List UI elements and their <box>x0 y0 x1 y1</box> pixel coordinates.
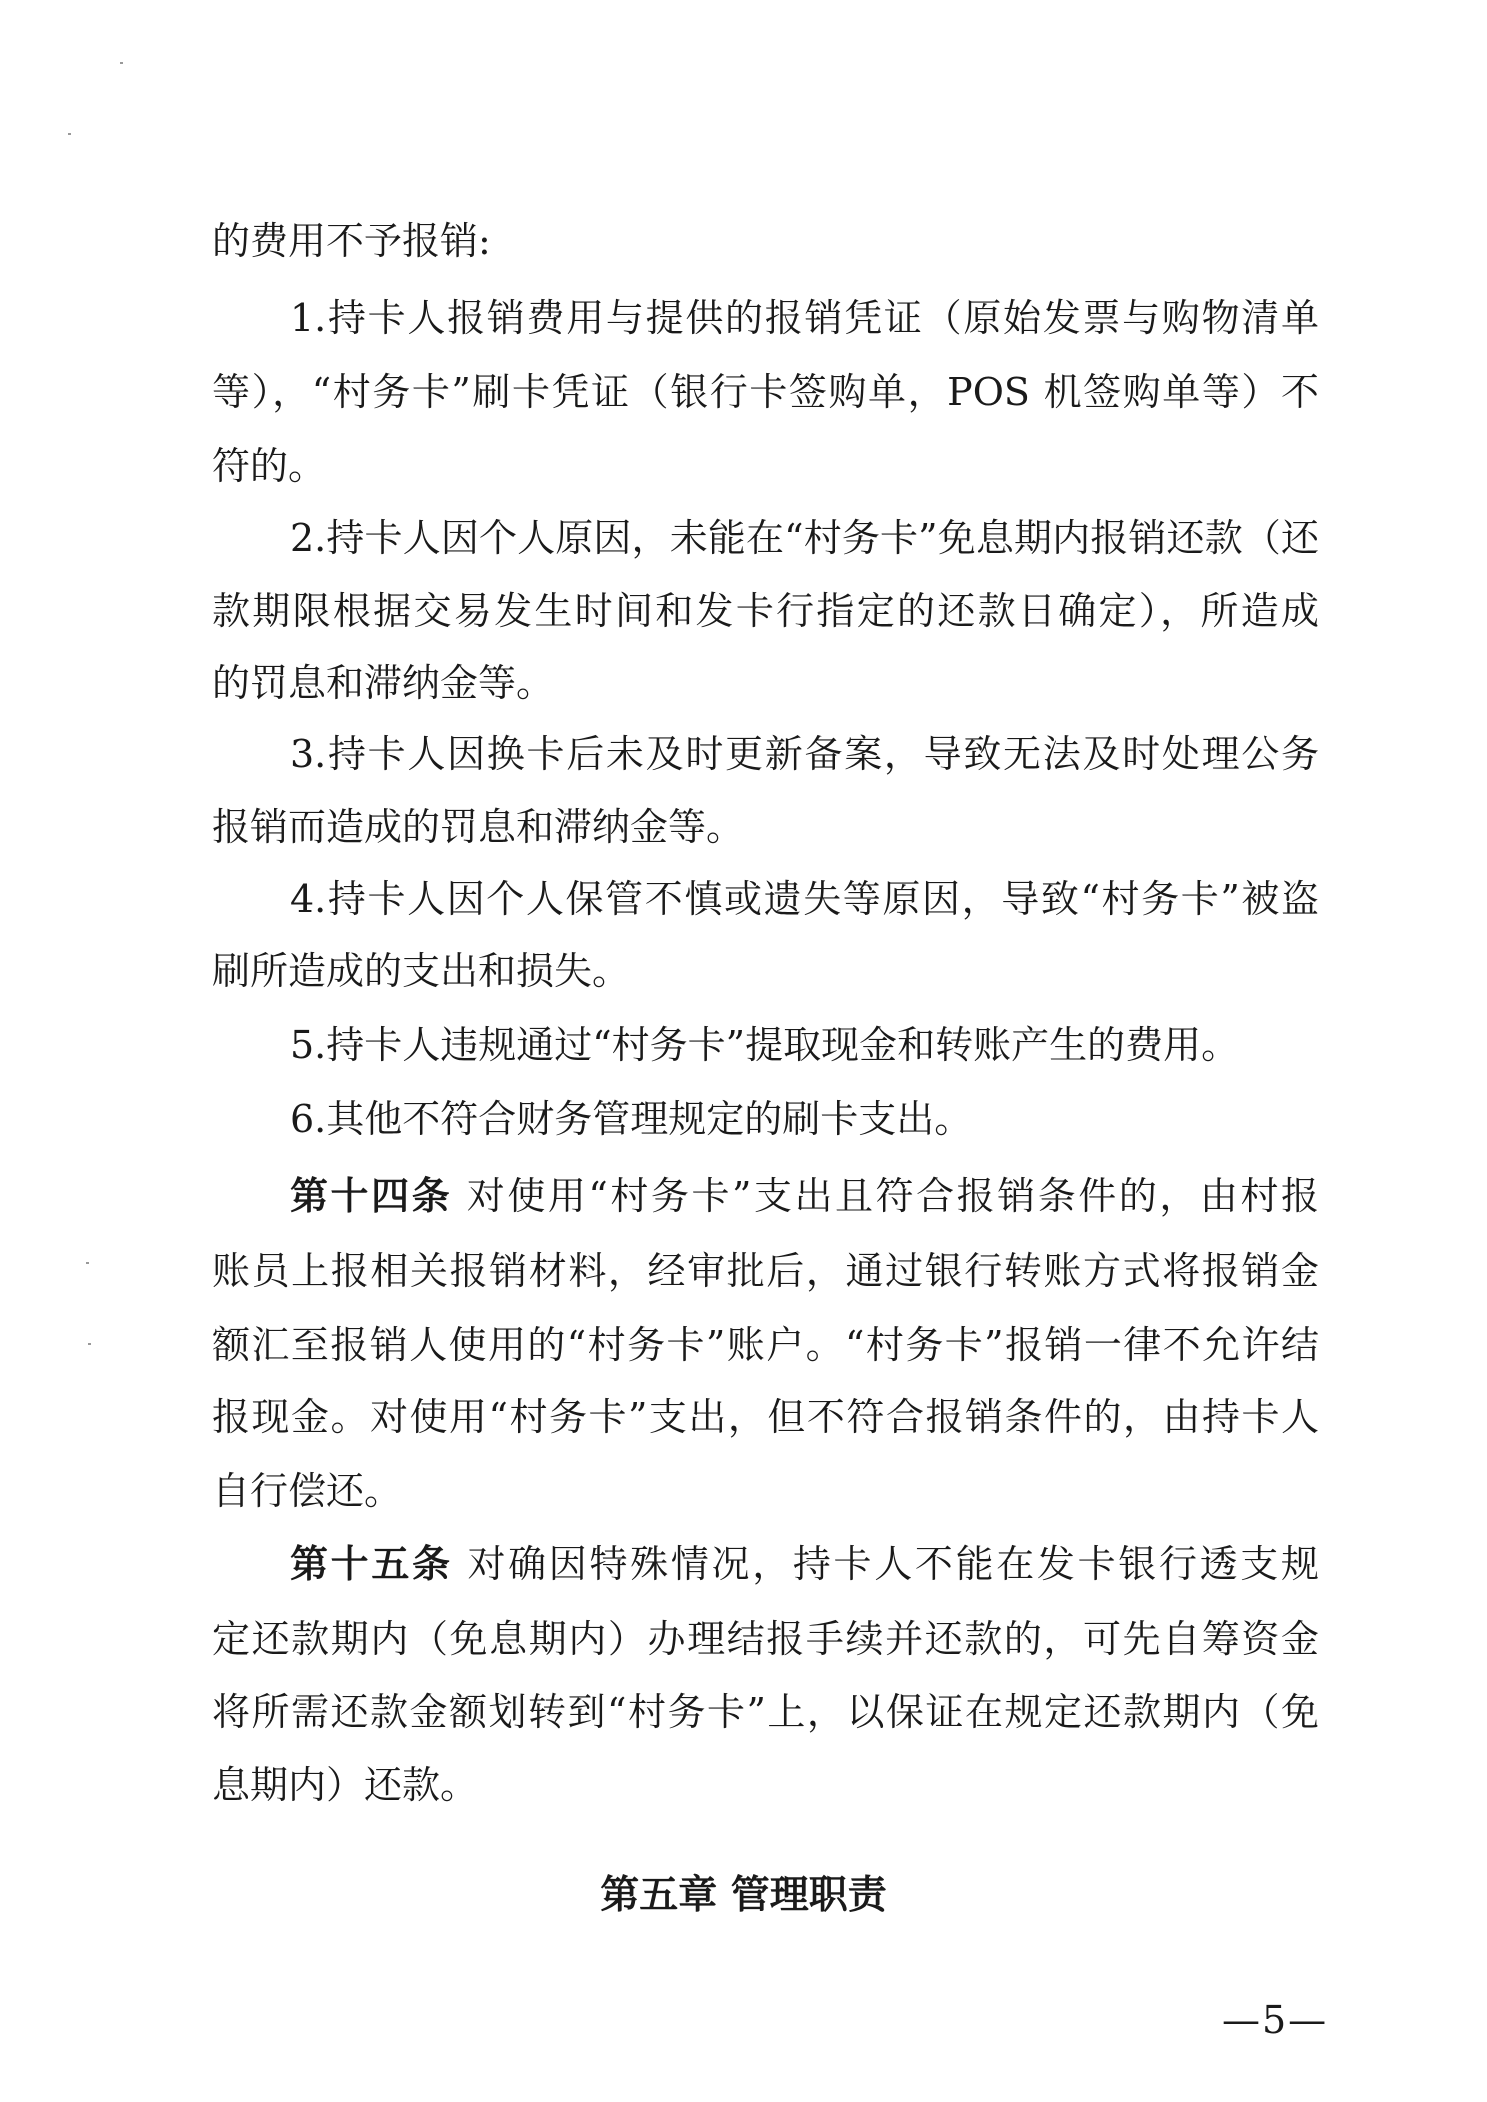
line-text: 款期限根据交易发生时间和发卡行指定的还款日确定），所造成 <box>212 589 1319 633</box>
line-text: 报现金。对使用“村务卡”支出，但不符合报销条件的，由持卡人 <box>212 1395 1319 1439</box>
text-line <box>290 1539 1319 1589</box>
line-text: 刷所造成的支出和损失。 <box>212 949 631 993</box>
text-line <box>212 367 1319 417</box>
line-text: 符的。 <box>212 444 327 488</box>
text-line <box>212 1760 1319 1810</box>
chapter-heading: 第五章 管理职责 <box>600 1873 887 1918</box>
scan-speck <box>86 1262 89 1264</box>
page-number: —5— <box>1222 1998 1329 2042</box>
line-text: 4.持卡人因个人保管不慎或遗失等原因，导致“村务卡”被盗 <box>290 877 1319 921</box>
text-line <box>212 1246 1319 1296</box>
line-text: 6.其他不符合财务管理规定的刷卡支出。 <box>290 1097 973 1141</box>
line-text: 的罚息和滞纳金等。 <box>212 661 555 705</box>
text-line <box>290 729 1319 779</box>
line-text: 3.持卡人因换卡后未及时更新备案，导致无法及时处理公务 <box>290 732 1319 776</box>
line-text: 的费用不予报销: <box>212 219 491 263</box>
line-text: 等），“村务卡”刷卡凭证（银行卡签购单，POS 机签购单等）不 <box>212 370 1319 414</box>
line-text: 2.持卡人因个人原因，未能在“村务卡”免息期内报销还款（还 <box>290 516 1319 560</box>
line-text: 5.持卡人违规通过“村务卡”提取现金和转账产生的费用。 <box>290 1023 1240 1067</box>
text-line <box>212 586 1319 636</box>
text-line <box>212 216 1319 266</box>
line-text: 账员上报相关报销材料，经审批后，通过银行转账方式将报销金 <box>212 1249 1319 1293</box>
scan-speck <box>68 133 71 135</box>
article-number: 第十四条 <box>290 1174 453 1218</box>
line-text: 息期内）还款。 <box>212 1763 479 1807</box>
text-line <box>212 441 1319 491</box>
line-text: 对使用“村务卡”支出且符合报销条件的，由村报 <box>452 1174 1319 1218</box>
text-line <box>290 1094 1319 1144</box>
text-line <box>290 513 1319 563</box>
text-line <box>212 802 1319 852</box>
article-number: 第十五条 <box>290 1542 453 1586</box>
text-line <box>212 1392 1319 1442</box>
line-text: 额汇至报销人使用的“村务卡”账户。“村务卡”报销一律不允许结 <box>212 1323 1319 1367</box>
line-text: 将所需还款金额划转到“村务卡”上，以保证在规定还款期内（免 <box>212 1690 1319 1734</box>
text-line <box>212 1687 1319 1737</box>
text-line <box>290 1020 1319 1070</box>
line-text: 报销而造成的罚息和滞纳金等。 <box>212 805 745 849</box>
scan-speck <box>120 62 123 64</box>
text-line <box>290 293 1319 343</box>
scan-speck <box>88 1343 91 1345</box>
text-line <box>212 1614 1319 1664</box>
line-text: 定还款期内（免息期内）办理结报手续并还款的，可先自筹资金 <box>212 1617 1319 1661</box>
text-line <box>212 1466 1319 1516</box>
text-line <box>212 946 1319 996</box>
text-line <box>212 1320 1319 1370</box>
text-line <box>212 658 1319 708</box>
line-text: 自行偿还。 <box>212 1469 403 1513</box>
text-line <box>290 1171 1319 1221</box>
text-line <box>290 874 1319 924</box>
line-text: 1.持卡人报销费用与提供的报销凭证（原始发票与购物清单 <box>290 296 1319 340</box>
line-text: 对确因特殊情况，持卡人不能在发卡银行透支规 <box>452 1542 1319 1586</box>
